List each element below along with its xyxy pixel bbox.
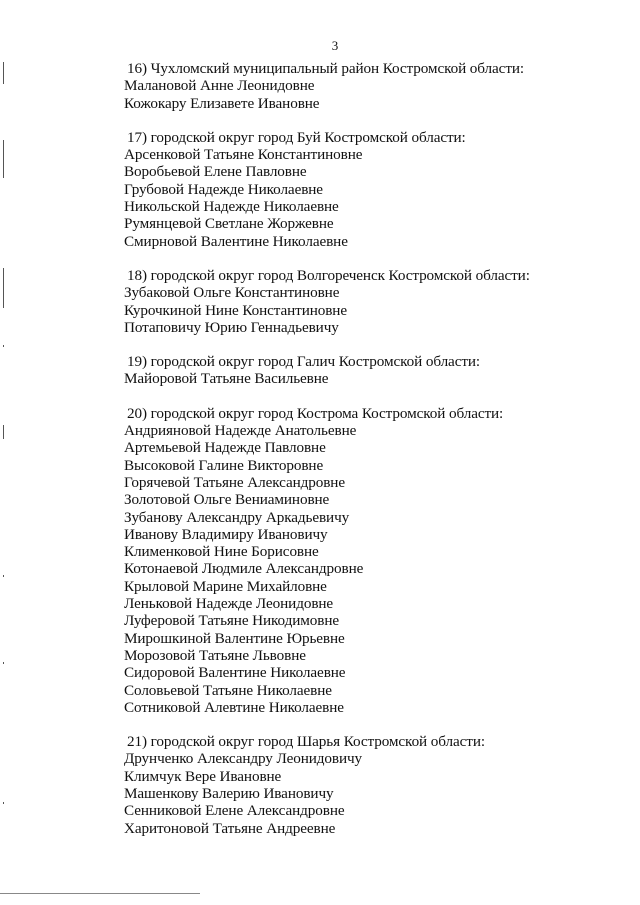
person-name: Крыловой Марине Михайловне (124, 577, 327, 595)
person-name: Леньковой Надежде Леонидовне (124, 595, 334, 613)
person-name: Золотовой Ольге Вениаминовне (124, 491, 330, 509)
district-heading: 16) Чухломский муниципальный район Костромской области: (127, 60, 524, 77)
person-name: Андрияновой Надежде Анатольевне (124, 422, 357, 440)
person-name: Машенкову Валерию Ивановичу (124, 784, 334, 802)
person-name: Арсенковой Татьяне Константиновне (124, 146, 363, 164)
district-section (124, 405, 624, 716)
district-heading: 21) городской округ город Шарья Костромской области: (127, 733, 485, 751)
person-name: Артемьевой Надежде Павловне (124, 439, 326, 457)
district-section (124, 733, 624, 837)
person-name: Кожокару Елизавете Ивановне (124, 94, 320, 112)
person-name: Луферовой Татьяне Никодимовне (124, 612, 340, 630)
person-name: Курочкиной Нине Константиновне (124, 301, 347, 319)
person-name: Потаповичу Юрию Геннадьевичу (124, 318, 339, 336)
district-section (124, 353, 624, 388)
person-name: Сотниковой Алевтине Николаевне (124, 698, 344, 716)
district-heading: 20) городской округ город Кострома Костромской области: (127, 404, 504, 422)
document-body (124, 60, 624, 837)
person-name: Морозовой Татьяне Львовне (124, 646, 306, 664)
person-name: Друнченко Александру Леонидовичу (124, 750, 363, 768)
person-name: Грубовой Надежде Николаевне (124, 180, 323, 198)
scan-margin-mark (3, 662, 4, 664)
person-name: Мирошкиной Валентине Юрьевне (124, 629, 345, 647)
scan-margin-mark (3, 425, 4, 439)
district-section (124, 129, 624, 250)
person-name: Сидоровой Валентине Николаевне (124, 664, 346, 682)
person-name: Майоровой Татьяне Васильевне (124, 370, 329, 388)
person-name: Воробьевой Елене Павловне (124, 163, 307, 181)
person-name: Румянцевой Светлане Жоржевне (124, 215, 334, 233)
person-name: Малановой Анне Леонидовне (124, 77, 315, 95)
person-name: Сенниковой Елене Александровне (124, 802, 345, 820)
scan-bottom-edge (0, 893, 200, 894)
person-name: Клименковой Нине Борисовне (124, 543, 319, 561)
scan-margin-mark (3, 345, 4, 347)
district-section (124, 60, 624, 112)
person-name: Горячевой Татьяне Александровне (124, 473, 345, 491)
person-name: Зубаковой Ольге Константиновне (124, 284, 340, 302)
person-name: Зубанову Александру Аркадьевичу (124, 508, 350, 526)
scan-margin-mark (3, 62, 4, 84)
district-heading: 18) городской округ город Волгореченск Костромской области: (127, 266, 530, 284)
person-name: Харитоновой Татьяне Андреевне (124, 819, 336, 837)
district-section (124, 267, 624, 336)
district-heading: 19) городской округ город Галич Костромской области: (127, 353, 481, 371)
scan-margin-mark (3, 140, 4, 178)
person-name: Котонаевой Людмиле Александровне (124, 560, 364, 578)
person-name: Соловьевой Татьяне Николаевне (124, 681, 332, 699)
scan-margin-mark (3, 575, 4, 577)
person-name: Смирновой Валентине Николаевне (124, 232, 348, 250)
scan-margin-mark (3, 802, 4, 804)
district-heading: 17) городской округ город Буй Костромской области: (127, 128, 466, 146)
scan-margin-mark (3, 268, 4, 308)
person-name: Иванову Владимиру Ивановичу (124, 525, 328, 543)
person-name: Высоковой Галине Викторовне (124, 456, 324, 474)
person-name: Климчук Вере Ивановне (124, 767, 282, 785)
page-number: 3 (331, 38, 339, 53)
person-name: Никольской Надежде Николаевне (124, 198, 339, 216)
